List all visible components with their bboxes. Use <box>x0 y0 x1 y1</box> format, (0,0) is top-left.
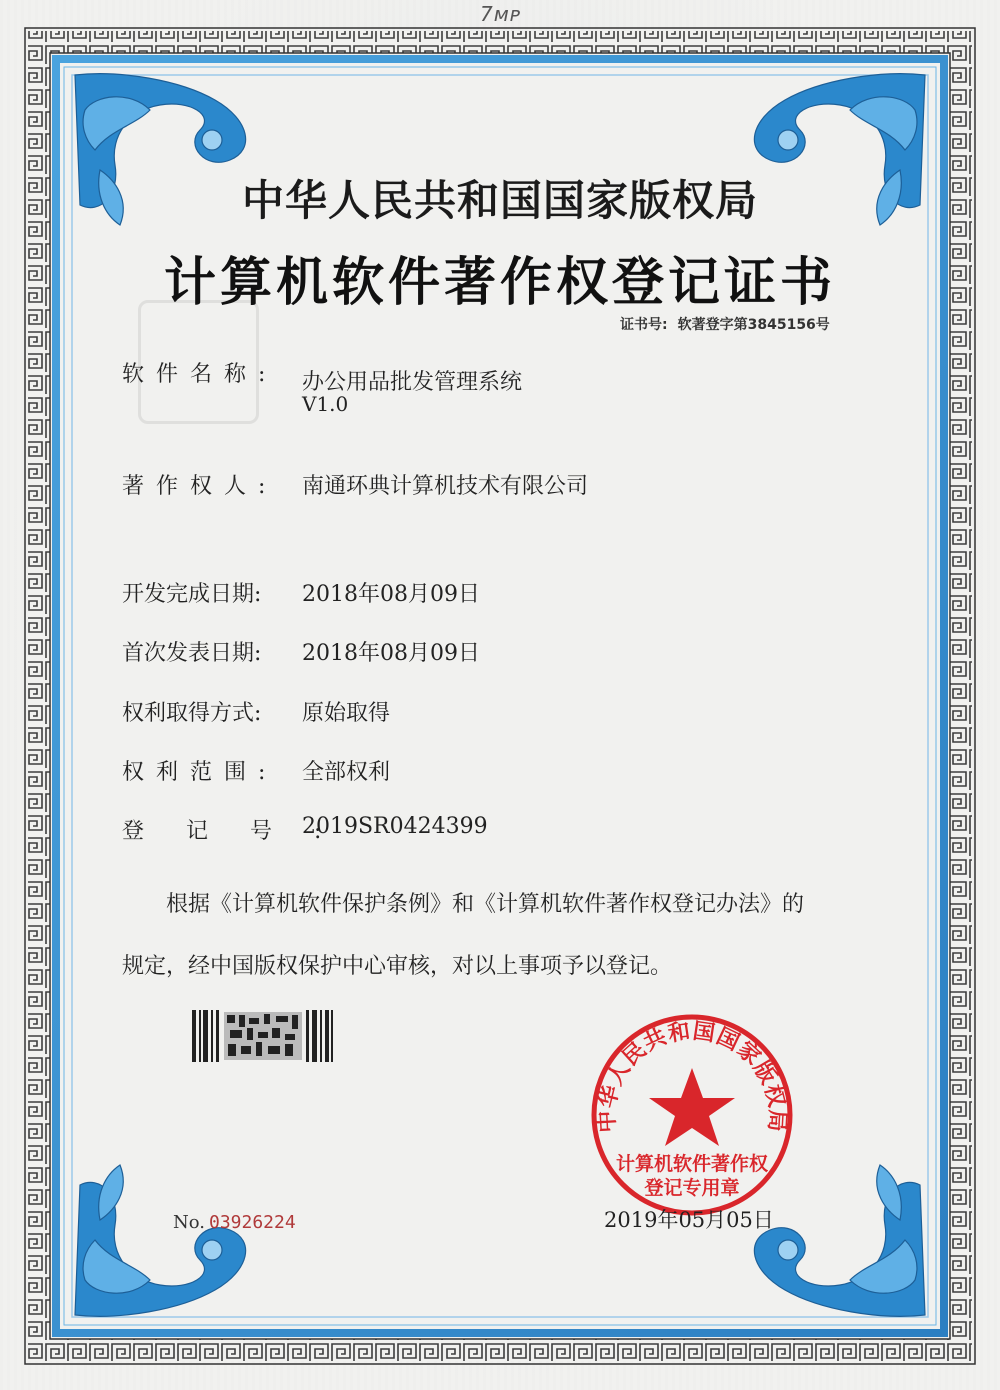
authority-title: 中华人民共和国国家版权局 <box>241 176 758 225</box>
cert-no-value: 软著登字第3845156号 <box>677 317 830 333</box>
field-value-software-version: V1.0 <box>302 392 349 416</box>
field-label-scope: 权利范围: <box>122 760 278 785</box>
field-value-acquisition: 原始取得 <box>302 701 391 726</box>
field-label-reg-no: 登记号: <box>122 819 364 844</box>
certificate-number <box>620 314 830 334</box>
seal-star-icon <box>649 1068 735 1146</box>
seal-inner-line-2: 登记专用章 <box>644 1177 740 1199</box>
seal-inner-line-1: 计算机软件著作权 <box>615 1153 769 1175</box>
certificate-title: 计算机软件著作权登记证书 <box>163 253 836 313</box>
serial-number <box>173 1212 296 1233</box>
issue-date: 2019年05月05日 <box>604 1208 774 1232</box>
official-seal <box>587 1010 797 1220</box>
serial-no-label: No. <box>173 1212 205 1233</box>
field-value-scope: 全部权利 <box>302 760 391 785</box>
seal-outer-text: 中华人民共和国国家版权局 <box>594 1018 790 1134</box>
cert-no-label: 证书号: <box>620 317 668 333</box>
field-value-publish-date: 2018年08月09日 <box>302 641 480 666</box>
field-value-copyright-owner: 南通环典计算机技术有限公司 <box>302 474 589 499</box>
field-label-publish-date: 首次发表日期: <box>122 641 262 666</box>
statement-line-2: 规定，经中国版权保护中心审核，对以上事项予以登记。 <box>122 954 673 979</box>
field-label-software-name: 软件名称: <box>122 362 278 387</box>
serial-no-value: 03926224 <box>209 1212 296 1233</box>
field-label-dev-date: 开发完成日期: <box>122 582 262 607</box>
barcode <box>192 1010 334 1062</box>
field-label-copyright-owner: 著作权人: <box>122 474 278 499</box>
statement-paragraph <box>122 874 892 998</box>
field-label-acquisition: 权利取得方式: <box>122 701 262 726</box>
field-value-software-name: 办公用品批发管理系统 <box>302 370 523 395</box>
statement-line-1: 根据《计算机软件保护条例》和《计算机软件著作权登记办法》的 <box>166 892 805 917</box>
field-value-reg-no: 2019SR0424399 <box>302 814 488 839</box>
field-value-dev-date: 2018年08月09日 <box>302 582 480 607</box>
handwritten-note: 7ᴍᴘ <box>480 2 522 26</box>
